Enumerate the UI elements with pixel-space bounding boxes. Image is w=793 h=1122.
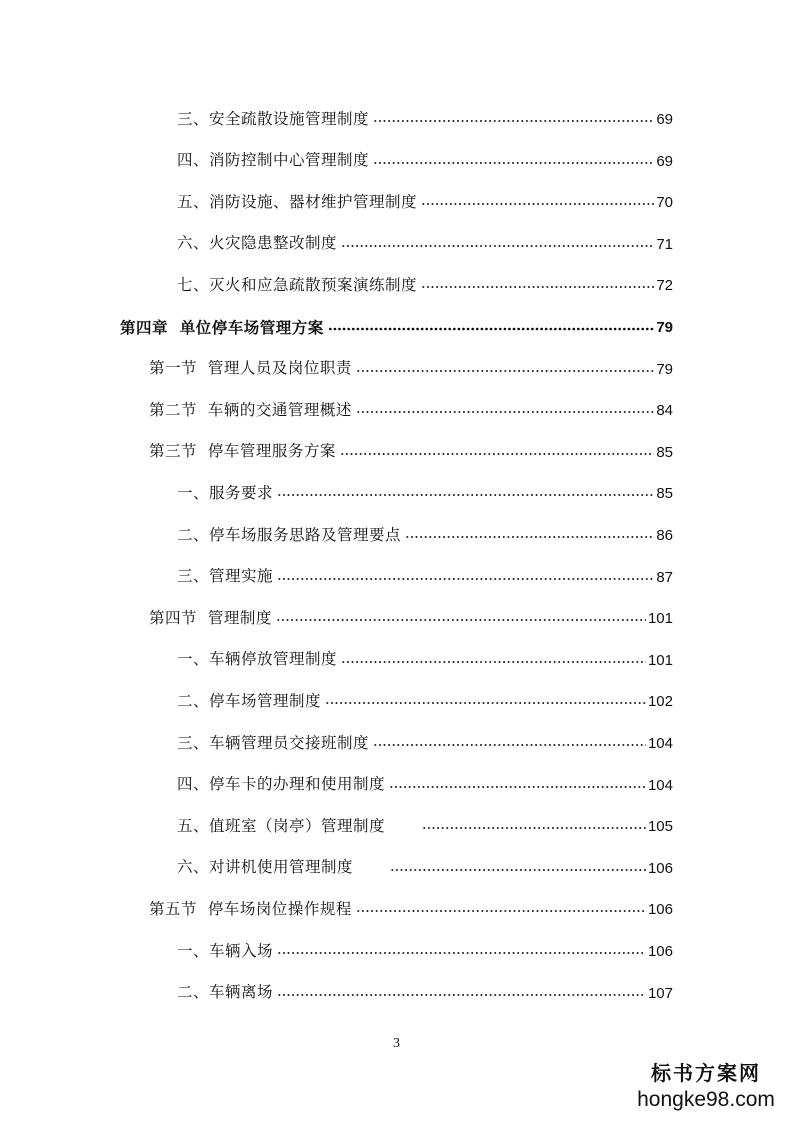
toc-dot-leader [422,826,646,832]
toc-entry-title: 三、安全疏散设施管理制度 [177,109,370,128]
toc-entry-title: 三、车辆管理员交接班制度 [177,733,370,752]
toc-subsection-entry[interactable] [177,180,673,210]
toc-entry-title: 一、车辆入场 [177,941,274,960]
toc-entry-page: 102 [647,693,673,711]
toc-entry-title: 五、消防设施、器材维护管理制度 [177,192,418,211]
toc-entry-title: 一、车辆停放管理制度 [177,650,338,669]
toc-section-entry[interactable] [149,887,673,917]
toc-entry-page: 85 [656,485,673,503]
toc-section-entry[interactable] [149,347,673,377]
toc-subsection-entry[interactable] [177,971,673,1001]
toc-dot-leader [390,868,646,874]
toc-entry-page: 104 [647,776,673,794]
toc-dot-leader [373,119,654,125]
toc-dot-leader [325,701,646,707]
toc-entry-title: 四、消防控制中心管理制度 [177,151,370,170]
toc-entry-page: 84 [656,402,673,420]
page-number: 3 [393,1036,400,1051]
toc-entry-page: 101 [647,651,673,669]
toc-entry-title: 第五节 停车场岗位操作规程 [149,899,352,918]
toc-subsection-entry[interactable] [177,763,673,793]
toc-dot-leader [405,535,654,541]
toc-subsection-entry[interactable] [177,555,673,585]
toc-entry-page: 107 [647,984,673,1002]
toc-entry-title: 第四章 单位停车场管理方案 [120,317,324,337]
toc-entry-page: 72 [656,277,673,295]
toc-chapter-entry[interactable] [120,305,673,335]
toc-subsection-entry[interactable] [177,471,673,501]
toc-entry-title: 七、灭火和应急疏散预案演练制度 [177,275,418,294]
toc-dot-leader [356,909,646,915]
toc-entry-title: 五、值班室（岗亭）管理制度 [177,816,418,835]
toc-entry-page: 69 [656,152,673,170]
toc-section-entry[interactable] [149,388,673,418]
toc-subsection-entry[interactable] [177,804,673,834]
toc-dot-leader [356,369,654,375]
toc-dot-leader [341,660,646,666]
toc-entry-page: 106 [647,859,673,877]
toc-entry-page: 105 [647,818,673,836]
toc-entry-page: 106 [647,901,673,919]
toc-entry-page: 79 [656,319,673,336]
toc-subsection-entry[interactable] [177,513,673,543]
toc-dot-leader [340,452,654,458]
toc-dot-leader [277,493,654,499]
toc-entry-page: 86 [656,527,673,544]
toc-section-entry[interactable] [149,430,673,460]
toc-entry-title: 二、停车场服务思路及管理要点 [177,525,402,544]
toc-entry-title: 第三节 停车管理服务方案 [149,442,336,461]
toc-subsection-entry[interactable] [177,679,673,709]
toc-entry-title: 三、管理实施 [177,567,274,586]
toc-entry-title: 第四节 管理制度 [149,608,272,627]
toc-entry-title: 一、服务要求 [177,483,274,502]
toc-entry-page: 104 [647,735,673,752]
toc-subsection-entry[interactable] [177,846,673,876]
toc-entry-page: 85 [656,443,673,461]
toc-section-entry[interactable] [149,596,673,626]
toc-entry-page: 106 [647,943,673,960]
toc-dot-leader [373,161,654,167]
watermark-logo [631,1057,781,1112]
toc-entry-page: 101 [647,610,673,628]
toc-dot-leader [389,785,646,791]
toc-dot-leader [341,244,654,250]
toc-dot-leader [356,410,654,416]
toc-dot-leader [421,285,654,291]
toc-subsection-entry[interactable] [177,139,673,169]
toc-entry-page: 87 [656,568,673,586]
toc-dot-leader [373,743,646,749]
toc-entry-page: 69 [656,111,673,128]
toc-dot-leader [277,993,646,999]
toc-entry-title: 六、火灾隐患整改制度 [177,234,338,253]
toc-dot-leader [276,618,646,624]
toc-entry-title: 二、车辆离场 [177,983,274,1002]
toc-entry-title: 四、停车卡的办理和使用制度 [177,775,386,794]
toc-dot-leader [328,327,655,333]
toc-entry-page: 70 [656,194,673,212]
toc-subsection-entry[interactable] [177,97,673,127]
toc-subsection-entry[interactable] [177,721,673,751]
toc-entry-title: 二、停车场管理制度 [177,691,322,710]
toc-dot-leader [277,951,646,957]
toc-dot-leader [277,577,654,583]
toc-entry-page: 79 [656,360,673,378]
toc-entry-title: 第一节 管理人员及岗位职责 [149,359,352,378]
toc-subsection-entry[interactable] [177,929,673,959]
toc-subsection-entry[interactable] [177,222,673,252]
toc-dot-leader [421,202,654,208]
toc-subsection-entry[interactable] [177,638,673,668]
toc-entry-page: 71 [656,235,673,253]
watermark-text: 标书方案网 [651,1061,761,1085]
toc-entry-title: 六、对讲机使用管理制度 [177,858,386,877]
toc-entry-title: 第二节 车辆的交通管理概述 [149,400,352,419]
watermark-url: hongke98.com [637,1088,775,1111]
toc-subsection-entry[interactable] [177,263,673,293]
